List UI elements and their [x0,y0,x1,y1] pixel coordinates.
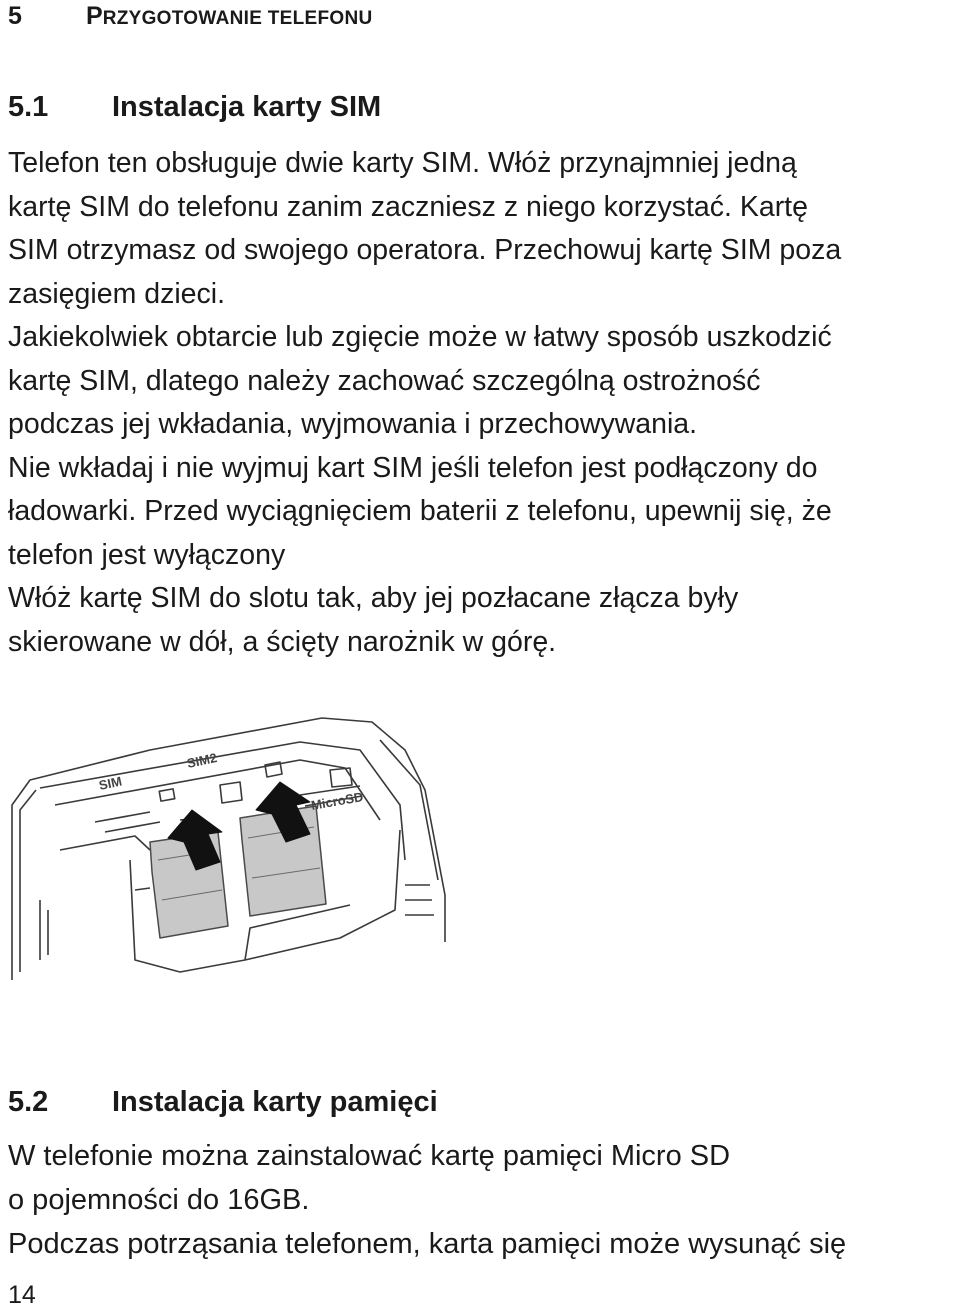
body-line: W telefonie można zainstalować kartę pamięci Micro SD [8,1140,731,1172]
sim-installation-illustration [0,710,460,990]
body-line: zasięgiem dzieci. [8,277,226,310]
body-line: SIM otrzymasz od swojego operatora. Przechowuj kartę SIM poza [8,234,842,266]
body-line: skierowane w dół, a ścięty narożnik w górę. [8,625,557,658]
section-5-1-body [8,142,960,664]
section-number: 5.1 [8,91,49,123]
body-line: Nie wkładaj i nie wyjmuj kart SIM jeśli telefon jest podłączony do [8,451,818,484]
body-line: Jakiekolwiek obtarcie lub zgięcie może w łatwy sposób uszkodzić [8,321,832,353]
chapter-title-rest: RZYGOTOWANIE TELEFONU [102,8,373,29]
body-line: ładowarki. Przed wyciągnięciem baterii z telefonu, upewnij się, że [8,495,832,527]
page-number: 14 [8,1281,36,1309]
chapter-title-initial: P [86,2,103,30]
body-line: Włóż kartę SIM do slotu tak, aby jej pozłacane złącza były [8,582,739,614]
body-line: podczas jej wkładania, wyjmowania i przechowywania. [8,408,698,440]
section-number: 5.2 [8,1086,49,1118]
section-5-2-body [8,1134,960,1266]
body-line: Telefon ten obsługuje dwie karty SIM. Włóż przynajmniej jedną [8,147,797,179]
body-line: o pojemności do 16GB. [8,1184,310,1216]
section-title: Instalacja karty SIM [112,91,382,123]
slot-label-sim2: SIM2 [185,749,219,771]
chapter-number: 5 [8,2,22,30]
slot-label-sim1: SIM [97,773,124,793]
chapter-heading [8,2,373,31]
slot-label-microsd: MicroSD [309,789,365,813]
section-title: Instalacja karty pamięci [112,1086,438,1118]
body-line: kartę SIM do telefonu zanim zaczniesz z niego korzystać. Kartę [8,190,808,223]
section-heading-5-1 [8,91,381,124]
body-line: kartę SIM, dlatego należy zachować szczególną ostrożność [8,364,761,397]
body-line: telefon jest wyłączony [8,538,286,571]
body-line: Podczas potrząsania telefonem, karta pamięci może wysunąć się [8,1228,847,1260]
section-heading-5-2 [8,1086,438,1119]
